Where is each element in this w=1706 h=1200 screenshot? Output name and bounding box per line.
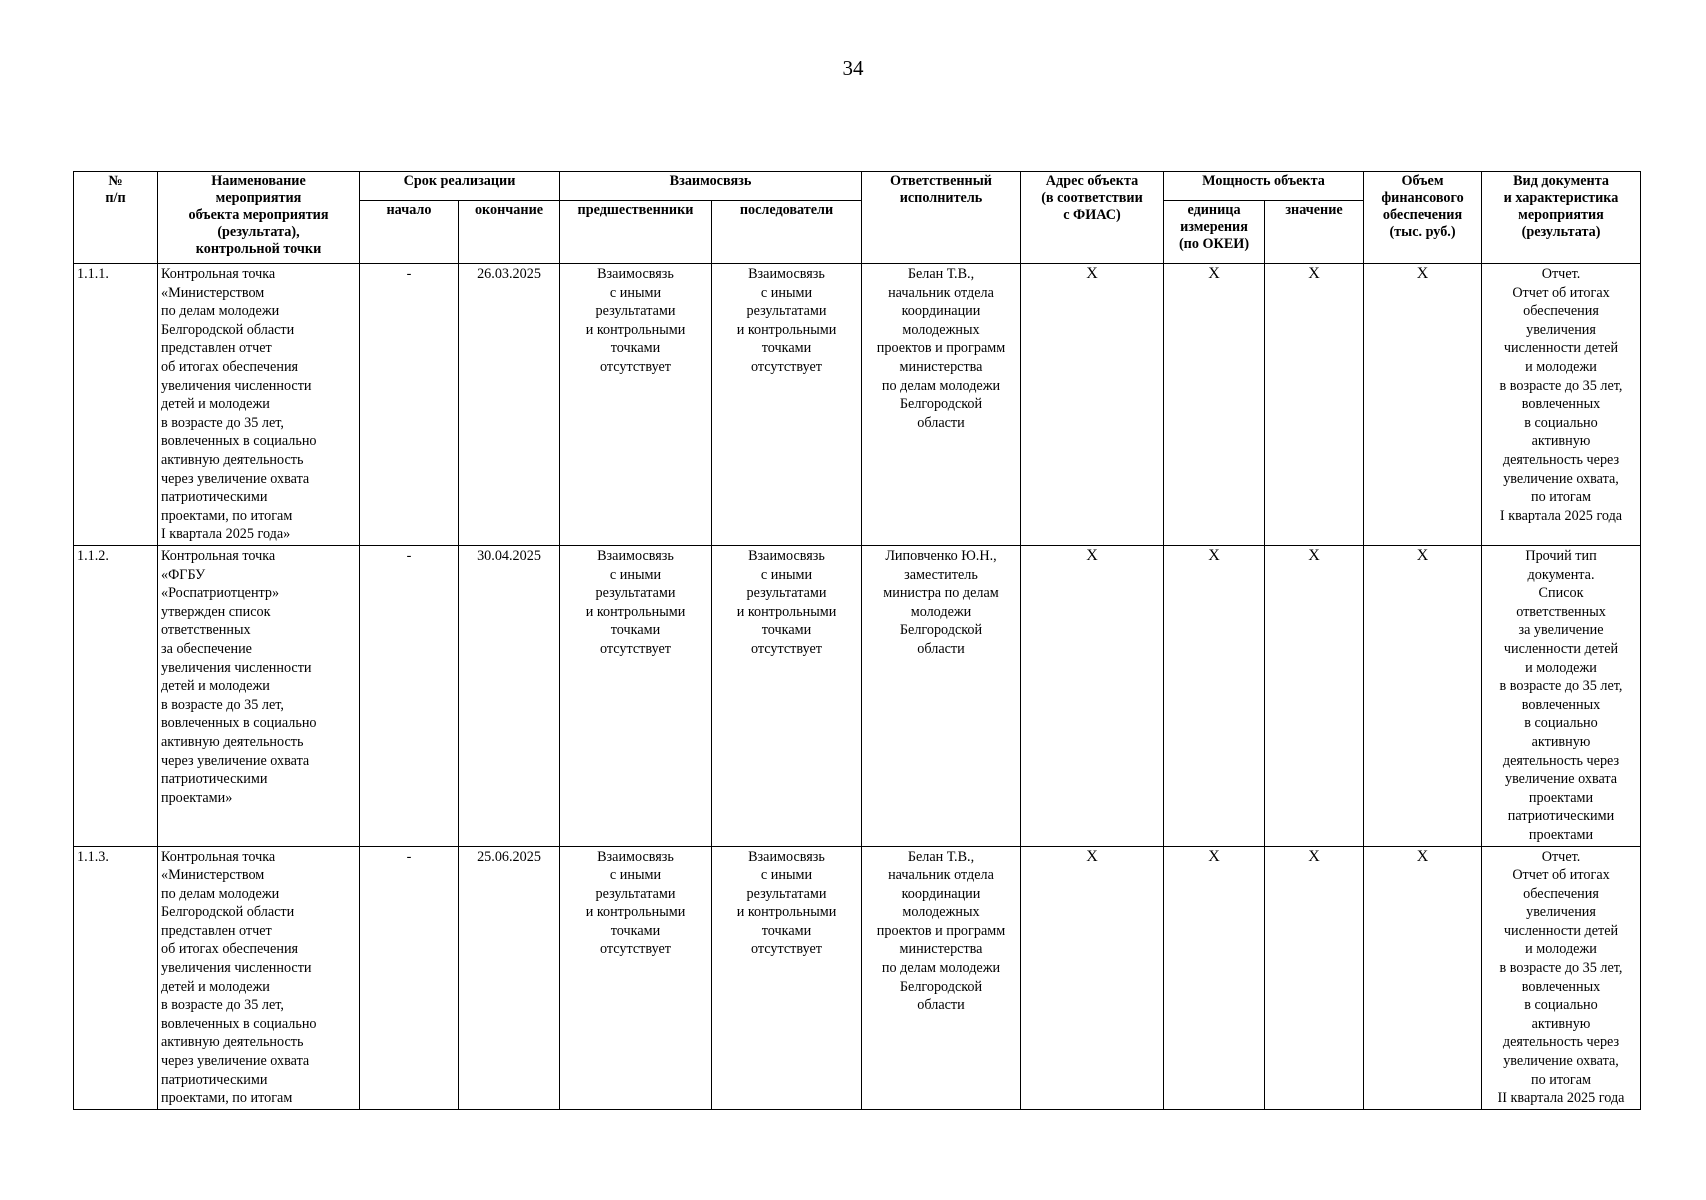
row-end: 25.06.2025 [459, 846, 560, 1109]
row-value: X [1265, 264, 1364, 546]
table-row [74, 264, 1641, 546]
header-capacity-unit: единица измерения (по ОКЕИ) [1164, 201, 1265, 264]
row-responsible: Белан Т.В., начальник отдела координации молодежных проектов и программ министерства по делам молодежи Белгородской области [862, 264, 1021, 546]
row-next: Взаимосвязь с иными результатами и контрольными точками отсутствует [712, 546, 862, 847]
row-name: Контрольная точка «Министерством по делам молодежи Белгородской области представлен отчет об итогах обеспечения увеличения численности детей и молодежи в возрасте до 35 лет, вовлеченных в социально активную деятельность через увеличение охвата патриотическими проектами, по итогам [158, 846, 360, 1109]
plan-table [73, 171, 1641, 1110]
row-unit: X [1164, 846, 1265, 1109]
table-row [74, 546, 1641, 847]
row-value: X [1265, 846, 1364, 1109]
row-finance: X [1364, 264, 1482, 546]
table-header [74, 172, 1641, 264]
header-capacity: Мощность объекта [1164, 172, 1364, 201]
row-start: - [360, 264, 459, 546]
row-num: 1.1.2. [74, 546, 158, 847]
header-name: Наименование мероприятия объекта мероприятия (результата), контрольной точки [158, 172, 360, 264]
row-name: Контрольная точка «ФГБУ «Роспатриотцентр» утвержден список ответственных за обеспечение увеличения численности детей и молодежи в возрасте до 35 лет, вовлеченных в социально активную деятельность через увеличение охвата патриотическими проектами» [158, 546, 360, 847]
row-num: 1.1.3. [74, 846, 158, 1109]
header-link-prev: предшественники [560, 201, 712, 264]
row-unit: X [1164, 264, 1265, 546]
row-value: X [1265, 546, 1364, 847]
row-unit: X [1164, 546, 1265, 847]
table-row [74, 846, 1641, 1109]
row-next: Взаимосвязь с иными результатами и контрольными точками отсутствует [712, 264, 862, 546]
header-term-end: окончание [459, 201, 560, 264]
row-doc: Отчет. Отчет об итогах обеспечения увеличения численности детей и молодежи в возрасте до 35 лет, вовлеченных в социально активную деятельность через увеличение охвата, по итогам I квартала 2025 года [1482, 264, 1641, 546]
row-prev: Взаимосвязь с иными результатами и контрольными точками отсутствует [560, 546, 712, 847]
row-responsible: Белан Т.В., начальник отдела координации молодежных проектов и программ министерства по делам молодежи Белгородской области [862, 846, 1021, 1109]
row-next: Взаимосвязь с иными результатами и контрольными точками отсутствует [712, 846, 862, 1109]
header-term: Срок реализации [360, 172, 560, 201]
row-end: 26.03.2025 [459, 264, 560, 546]
header-term-start: начало [360, 201, 459, 264]
row-doc: Прочий тип документа. Список ответственных за увеличение численности детей и молодежи в возрасте до 35 лет, вовлеченных в социально активную деятельность через увеличение охвата проектами патриотическими проектами [1482, 546, 1641, 847]
page-number: 34 [842, 56, 864, 80]
header-link-next: последователи [712, 201, 862, 264]
header-link: Взаимосвязь [560, 172, 862, 201]
header-responsible: Ответственный исполнитель [862, 172, 1021, 264]
row-prev: Взаимосвязь с иными результатами и контрольными точками отсутствует [560, 846, 712, 1109]
row-responsible: Липовченко Ю.Н., заместитель министра по делам молодежи Белгородской области [862, 546, 1021, 847]
row-end: 30.04.2025 [459, 546, 560, 847]
row-doc: Отчет. Отчет об итогах обеспечения увеличения численности детей и молодежи в возрасте до 35 лет, вовлеченных в социально активную деятельность через увеличение охвата, по итогам II квартала 2025 года [1482, 846, 1641, 1109]
row-finance: X [1364, 846, 1482, 1109]
header-capacity-value: значение [1265, 201, 1364, 264]
row-finance: X [1364, 546, 1482, 847]
row-address: X [1021, 264, 1164, 546]
header-finance: Объем финансового обеспечения (тыс. руб.) [1364, 172, 1482, 264]
row-address: X [1021, 846, 1164, 1109]
row-name: Контрольная точка «Министерством по делам молодежи Белгородской области представлен отчет об итогах обеспечения увеличения численности детей и молодежи в возрасте до 35 лет, вовлеченных в социально активную деятельность через увеличение охвата патриотическими проектами, по итогам I квартала 2025 года» [158, 264, 360, 546]
row-start: - [360, 546, 459, 847]
row-address: X [1021, 546, 1164, 847]
row-prev: Взаимосвязь с иными результатами и контрольными точками отсутствует [560, 264, 712, 546]
header-num: № п/п [74, 172, 158, 264]
row-num: 1.1.1. [74, 264, 158, 546]
header-address: Адрес объекта (в соответствии с ФИАС) [1021, 172, 1164, 264]
header-doc: Вид документа и характеристика мероприятия (результата) [1482, 172, 1641, 264]
row-start: - [360, 846, 459, 1109]
